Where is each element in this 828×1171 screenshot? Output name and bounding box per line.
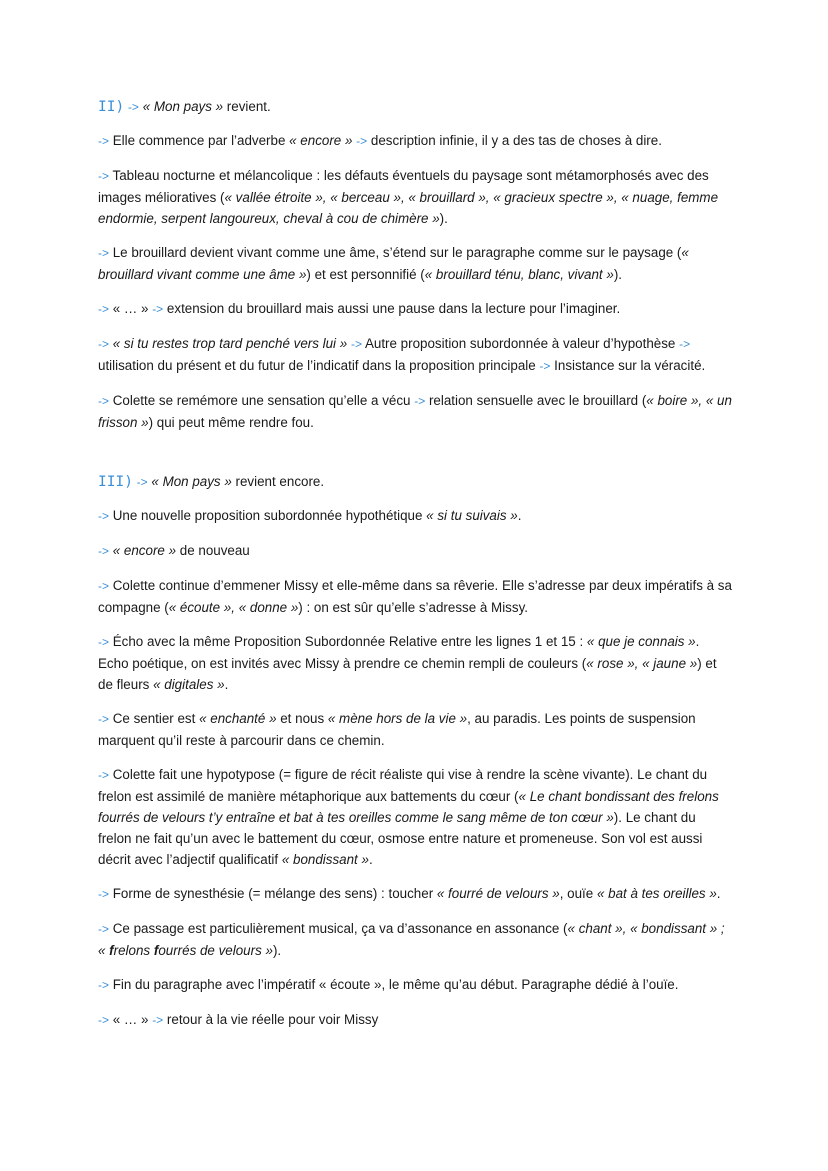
text-run: ). Le chant du frelon ne fait qu’un avec le battement du cœur, osmose entre nature et promeneuse. Son vol est aussi décrit avec l’adjectif qualificatif <box>98 810 703 867</box>
text-run: Une nouvelle proposition subordonnée hypothétique <box>109 508 427 523</box>
quoted-text: « Le chant bondissant des frelons fourrés de velours t’y entraîne et bat à tes oreilles comme le sang même de ton cœur » <box>98 789 719 825</box>
arrow-icon: -> <box>414 394 426 408</box>
quoted-text: « vallée étroite », « berceau », « brouillard », « gracieux spectre », « nuage, femme endormie, serpent langoureux, cheval à cou de chimère » <box>98 190 719 226</box>
text-run: . <box>517 508 522 523</box>
section-number: III) <box>98 474 133 490</box>
quoted-text: « chant », « bondissant » ; « <box>98 921 725 958</box>
quoted-text: « encore » <box>289 133 353 148</box>
text-run: Ce sentier est <box>109 711 200 726</box>
paragraph <box>98 918 732 961</box>
text-run: revient encore. <box>231 474 325 489</box>
text-run: , ouïe <box>559 886 597 901</box>
text-run: . <box>224 677 229 692</box>
arrow-icon: -> <box>127 100 139 114</box>
text-run: Le brouillard devient vivant comme une âme, s’étend sur le paragraphe comme sur le paysage ( <box>109 245 682 260</box>
paragraph <box>98 130 732 152</box>
arrow-icon: -> <box>136 475 148 489</box>
text-run: . <box>368 852 373 867</box>
text-run: Colette continue d’emmener Missy et elle-même dans sa rêverie. Elle s’adresse par deux impératifs à sa compagne ( <box>98 578 732 615</box>
text-run: revient. <box>223 99 271 114</box>
section-heading <box>98 471 732 493</box>
quoted-text: « encore » <box>112 543 177 558</box>
paragraph <box>98 1009 732 1031</box>
quoted-text: « digitales » <box>153 677 225 692</box>
quoted-text: « Mon pays » <box>142 99 224 114</box>
arrow-icon: -> <box>98 544 110 558</box>
quoted-text: « bat à tes oreilles » <box>596 886 717 901</box>
arrow-icon: -> <box>98 1013 110 1027</box>
text-run: et nous <box>276 711 328 726</box>
paragraph <box>98 390 732 433</box>
paragraph <box>98 165 732 229</box>
paragraph <box>98 333 732 377</box>
quoted-text: « brouillard vivant comme une âme » <box>98 245 689 282</box>
section-number: II) <box>98 99 125 115</box>
paragraph <box>98 631 732 695</box>
text-run: relation sensuelle avec le brouillard ( <box>425 393 647 408</box>
arrow-icon: -> <box>98 712 110 726</box>
quoted-text: « brouillard ténu, blanc, vivant » <box>424 267 614 282</box>
quoted-text: « boire », « un frisson » <box>98 393 732 430</box>
text-run: extension du brouillard mais aussi une pause dans la lecture pour l’imaginer. <box>163 301 621 316</box>
arrow-icon: -> <box>98 337 110 351</box>
text-run: Insistance sur la véracité. <box>550 358 706 373</box>
text-run: « … » <box>109 301 153 316</box>
text-run: Tableau nocturne et mélancolique : les défauts éventuels du paysage sont métamorphosés avec des images mélioratives ( <box>98 168 709 205</box>
paragraph <box>98 764 732 870</box>
paragraph <box>98 974 732 996</box>
paragraph <box>98 708 732 751</box>
section-2 <box>98 96 732 433</box>
arrow-icon: -> <box>152 1013 164 1027</box>
arrow-icon: -> <box>98 246 110 260</box>
paragraph <box>98 505 732 527</box>
arrow-icon: -> <box>98 768 110 782</box>
text-run: ) qui peut même rendre fou. <box>148 415 314 430</box>
arrow-icon: -> <box>679 337 691 351</box>
section-heading <box>98 96 732 118</box>
text-run: . <box>716 886 721 901</box>
arrow-icon: -> <box>350 337 362 351</box>
quoted-text: « si tu restes trop tard penché vers lui » <box>112 336 348 351</box>
text-run: ) : on est sûr qu’elle s’adresse à Missy. <box>298 600 528 615</box>
quoted-text: « si tu suivais » <box>426 508 518 523</box>
arrow-icon: -> <box>356 134 368 148</box>
quoted-text: « que je connais » <box>586 634 696 649</box>
quoted-text: « fourré de velours » <box>436 886 560 901</box>
text-run: Fin du paragraphe avec l’impératif « écoute », le même qu’au début. Paragraphe dédié à l’ouïe. <box>109 977 679 992</box>
text-run: de nouveau <box>176 543 250 558</box>
paragraph <box>98 883 732 905</box>
arrow-icon: -> <box>98 169 110 183</box>
quoted-text: « écoute », « donne » <box>168 600 299 615</box>
arrow-icon: -> <box>539 359 551 373</box>
arrow-icon: -> <box>98 635 110 649</box>
paragraph <box>98 242 732 285</box>
quoted-text: « bondissant » <box>281 852 369 867</box>
text-run: Colette se remémore une sensation qu’elle a vécu <box>109 393 415 408</box>
arrow-icon: -> <box>98 394 110 408</box>
text-run: Écho avec la même Proposition Subordonnée Relative entre les lignes 1 et 15 : <box>109 634 587 649</box>
text-run: « … » <box>109 1012 153 1027</box>
arrow-icon: -> <box>98 579 110 593</box>
paragraph <box>98 540 732 562</box>
text-run: Elle commence par l’adverbe <box>109 133 290 148</box>
quoted-text: « Mon pays » <box>151 474 232 489</box>
text-run: . Echo poétique, on est invités avec Missy à prendre ce chemin rempli de couleurs ( <box>98 634 700 671</box>
text-run: Forme de synesthésie (= mélange des sens) : toucher <box>109 886 437 901</box>
text-run: description infinie, il y a des tas de choses à dire. <box>367 133 662 148</box>
text-run: ). <box>439 211 448 226</box>
text-run: retour à la vie réelle pour voir Missy <box>163 1012 379 1027</box>
paragraph <box>98 298 732 320</box>
text-run: Autre proposition subordonnée à valeur d’hypothèse <box>361 336 680 351</box>
section-3 <box>98 471 732 1031</box>
paragraph <box>98 575 732 618</box>
arrow-icon: -> <box>152 302 164 316</box>
text-run: ). <box>613 267 623 282</box>
text-run: , au paradis. Les points de suspension marquent qu’il reste à parcourir dans ce chemin. <box>98 711 696 748</box>
text-run: Ce passage est particulièrement musical, ça va d’assonance en assonance ( <box>109 921 568 936</box>
quoted-text: f <box>109 943 114 958</box>
quoted-text: relons <box>113 943 154 958</box>
arrow-icon: -> <box>98 509 110 523</box>
text-run: utilisation du présent et du futur de l’indicatif dans la proposition principale <box>98 358 540 373</box>
text-run: ) et de fleurs <box>98 656 717 692</box>
arrow-icon: -> <box>98 978 110 992</box>
quoted-text: « mène hors de la vie » <box>327 711 468 726</box>
text-run: Colette fait une hypotypose (= figure de récit réaliste qui vise à rendre la scène vivante). Le chant du frelon est assimilé de manière métaphorique aux battements du cœur ( <box>98 767 708 804</box>
quoted-text: « rose », « jaune » <box>586 656 698 671</box>
arrow-icon: -> <box>98 887 110 901</box>
arrow-icon: -> <box>98 922 110 936</box>
quoted-text: ourrés de velours » <box>158 943 273 958</box>
quoted-text: « enchanté » <box>199 711 277 726</box>
arrow-icon: -> <box>98 302 110 316</box>
quoted-text: f <box>153 943 159 958</box>
text-run: ) et est personnifié ( <box>306 267 425 282</box>
arrow-icon: -> <box>98 134 110 148</box>
text-run: ). <box>272 943 282 958</box>
